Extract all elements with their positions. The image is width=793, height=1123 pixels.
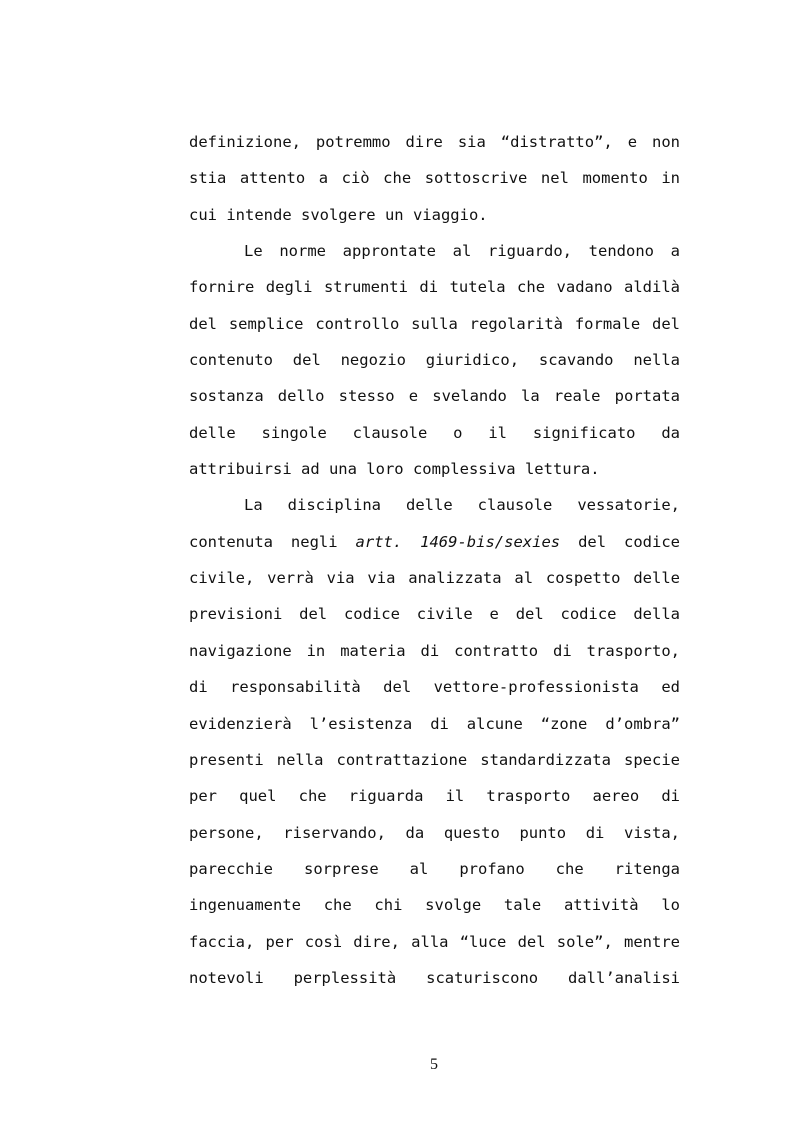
text-line: per quel che riguarda il trasporto aereo di: [189, 787, 680, 806]
text-line: delle singole clausole o il significato da: [189, 423, 680, 442]
text-line: contenuto del negozio giuridico, scavando nella: [189, 351, 680, 370]
body-text: [189, 127, 680, 999]
text-line: definizione, potremmo dire sia “distratto”, e non: [189, 133, 680, 151]
text-line: faccia, per così dire, alla “luce del sole”, mentre: [189, 932, 680, 951]
text-line: presenti nella contrattazione standardizzata specie: [189, 750, 680, 769]
text-segment: contenuta negli: [189, 532, 338, 551]
text-line: navigazione in materia di contratto di trasporto,: [189, 641, 680, 660]
text-line: cui intende svolgere un viaggio.: [189, 205, 488, 224]
page-number: 5: [430, 1056, 438, 1073]
text-line: evidenzierà l’esistenza di alcune “zone d’ombra”: [189, 714, 680, 733]
text-line: sostanza dello stesso e svelando la reale portata: [189, 387, 680, 406]
article-reference: artt. 1469-bis/sexies: [355, 532, 561, 551]
text-line: ingenuamente che chi svolge tale attività lo: [189, 896, 680, 915]
paragraph-start-line: Le norme approntate al riguardo, tendono a: [244, 242, 680, 261]
text-line: di responsabilità del vettore-professionista ed: [189, 678, 680, 697]
paragraph-start-line: La disciplina delle clausole vessatorie,: [244, 496, 680, 515]
text-line: previsioni del codice civile e del codice della: [189, 605, 680, 624]
text-segment: del codice: [578, 532, 681, 551]
text-line: notevoli perplessità scaturiscono dall’analisi: [189, 968, 680, 987]
text-line: del semplice controllo sulla regolarità formale del: [189, 314, 680, 333]
text-line: stia attento a ciò che sottoscrive nel momento in: [189, 169, 680, 188]
text-line: fornire degli strumenti di tutela che vadano aldilà: [189, 278, 680, 297]
text-line: parecchie sorprese al profano che ritenga: [189, 859, 680, 878]
text-line: [189, 527, 680, 563]
text-line: attribuirsi ad una loro complessiva lettura.: [189, 460, 600, 479]
text-line: persone, riservando, da questo punto di vista,: [189, 823, 680, 842]
text-line: civile, verrà via via analizzata al cospetto delle: [189, 569, 680, 588]
